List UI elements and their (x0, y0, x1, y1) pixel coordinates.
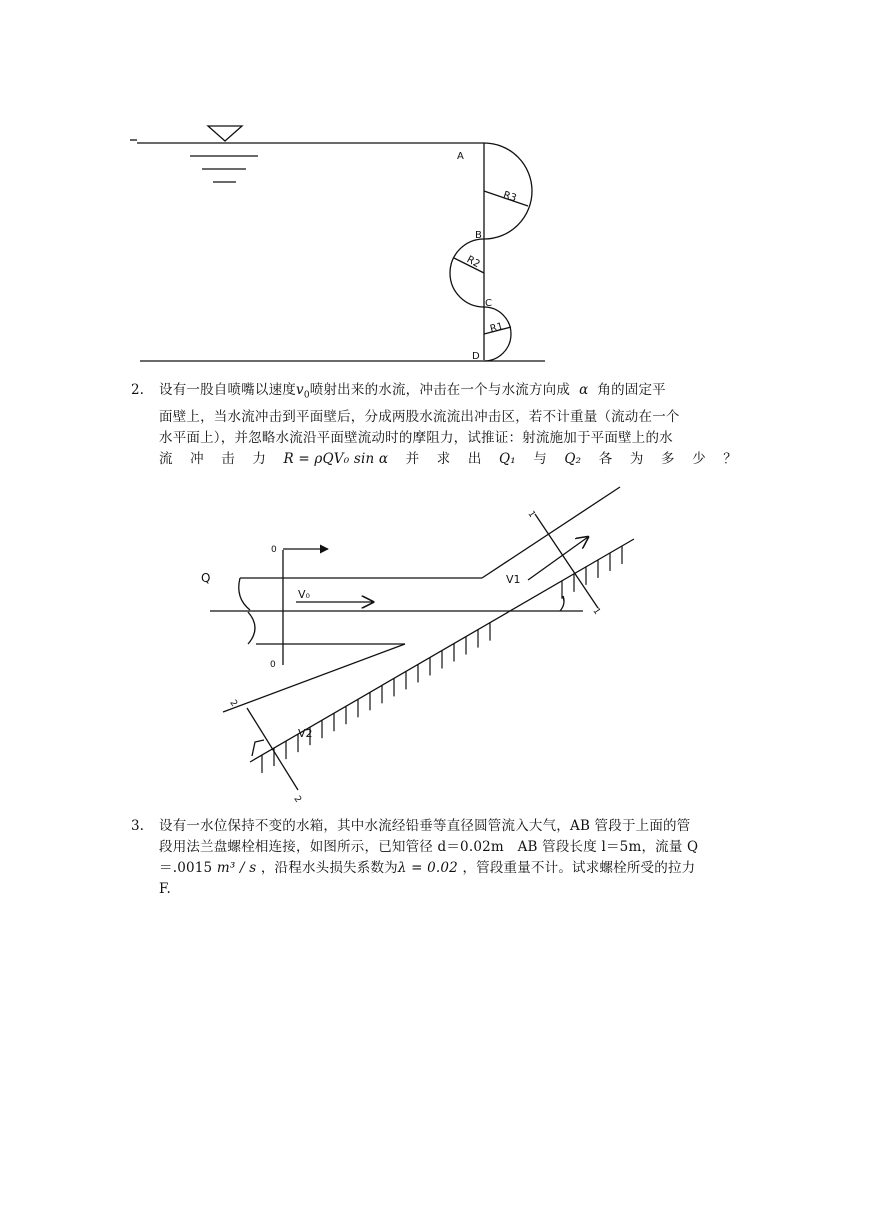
problem-3-line-3: ＝.0015 m³ / s ，沿程水头损失系数为λ = 0.02 ，管段重量不计。试求螺栓所受的拉力 (159, 860, 696, 876)
label-v2: V2 (298, 727, 313, 740)
lambda-value: λ = 0.02 (397, 860, 458, 876)
stream-2-upper-edge (223, 644, 405, 712)
label-r1: R1 (488, 321, 505, 336)
label-section-2-top: 2 (227, 698, 239, 709)
label-b: B (475, 230, 482, 241)
label-section-0-top: 0 (271, 545, 277, 555)
label-v0: V₀ (298, 588, 310, 601)
section-1-line (535, 514, 598, 608)
v0-symbol: v (296, 382, 304, 398)
problem-3-text (159, 816, 698, 900)
alpha-symbol: α (579, 382, 589, 398)
label-d: D (472, 351, 480, 362)
label-r3: R3 (501, 189, 518, 205)
stream-1-upper-edge (482, 487, 620, 578)
arc-r2 (450, 239, 484, 307)
label-c: C (485, 298, 492, 309)
v1-arrow (528, 537, 588, 580)
problem-3-line-2: 段用法兰盘螺栓相连接，如图所示，已知管径 d＝0.02m AB 管段长度 l＝5m，流量 Q (159, 839, 699, 855)
section-2-line (247, 708, 298, 790)
problem-2-text (159, 380, 737, 470)
label-q: Q (201, 571, 211, 585)
flow-unit: m³ / s (216, 860, 257, 876)
jet-cut-top (239, 578, 250, 610)
label-a: A (457, 151, 464, 162)
arc-r1 (484, 307, 511, 361)
figure-jet-plate (0, 470, 869, 815)
label-section-1-top: 1 (525, 509, 537, 520)
water-level-triangle-icon (208, 126, 242, 141)
problem-2-line-3: 水平面上），并忽略水流沿平面壁流动时的摩阻力，试推证：射流施加于平面壁上的水 (159, 429, 673, 446)
q1-symbol: Q₁ (498, 450, 516, 467)
formula-impact-force: R = ρQV₀ sin α (283, 450, 389, 467)
problem-2-line-4: 流 冲 击 力 R = ρQV₀ sin α 并 求 出 Q₁ 与 Q₂ 各 为 多 少 ？ (159, 449, 737, 470)
v2-arrow (252, 740, 264, 756)
problem-2-line-2: 面壁上，当水流冲击到平面壁后，分成两股水流流出冲击区，若不计重量（流动在一个 (159, 408, 680, 425)
problem-3-line-1: 设有一水位保持不变的水箱，其中水流经铅垂等直径圆管流入大气，AB 管段于上面的管 (159, 818, 691, 834)
label-v1: V1 (506, 573, 521, 586)
q2-symbol: Q₂ (564, 450, 582, 467)
problem-2-number: 2. (131, 382, 144, 398)
plate-hatching (262, 546, 622, 773)
label-r2: R2 (464, 254, 482, 271)
jet-cut-bottom (248, 612, 255, 644)
label-section-2-bottom: 2 (291, 794, 303, 805)
figure-tank-pipe (0, 0, 869, 380)
label-section-1-bottom: 1 (590, 606, 602, 617)
problem-3-line-4: F. (159, 881, 171, 897)
problem-2-line-1: 设有一股自喷嘴以速度$v_0$喷射出来的水流，冲击在一个与水流方向成 α 角的固定平 (159, 382, 666, 401)
problem-3-number: 3. (131, 818, 144, 834)
label-section-0-bottom: 0 (270, 660, 276, 670)
